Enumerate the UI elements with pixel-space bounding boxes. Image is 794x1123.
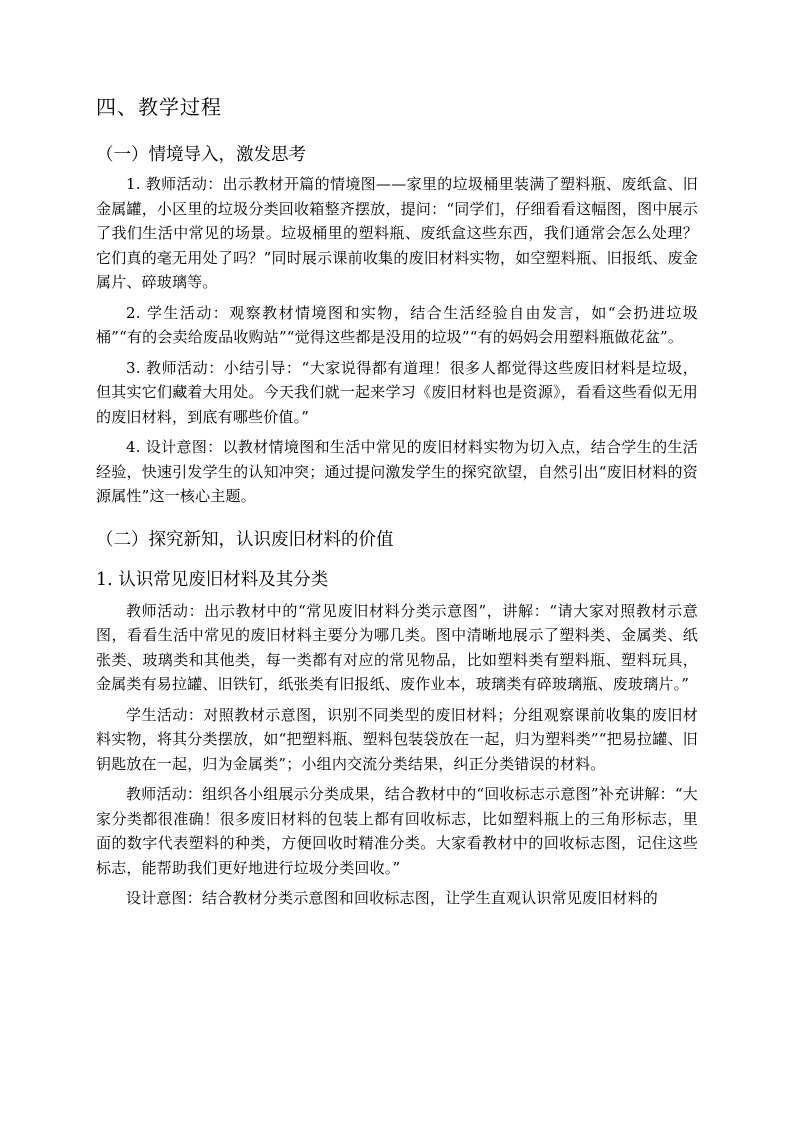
subsection-1-title: 1. 认识常见废旧材料及其分类 bbox=[96, 569, 329, 590]
section-1-paragraph-1: 1. 教师活动：出示教材开篇的情境图——家里的垃圾桶里装满了塑料瓶、废纸盒、旧金属罐，小区里的垃圾分类回收箱整齐摆放，提问：“同学们，仔细看看这幅图，图中展示了我们生活中常见的场景。垃圾桶里的塑料瓶、废纸盒这些东西，我们通常会怎么处理？它们真的毫无用处了吗？”同时展示课前收集的废旧材料实物，如空塑料瓶、旧报纸、废金属片、碎玻璃等。 bbox=[96, 175, 698, 291]
section-1-paragraph-2: 2. 学生活动：观察教材情境图和实物，结合生活经验自由发言，如“会扔进垃圾桶”“有的会卖给废品收购站”“觉得这些都是没用的垃圾”“有的妈妈会用塑料瓶做花盆”。 bbox=[96, 303, 698, 346]
section-1-paragraph-3: 3. 教师活动：小结引导：“大家说得都有道理！很多人都觉得这些废旧材料是垃圾，但其实它们藏着大用处。今天我们就一起来学习《废旧材料也是资源》，看看这些看似无用的废旧材料，到底有哪些价值。” bbox=[96, 358, 698, 426]
section-2-title: （二）探究新知，认识废旧材料的价值 bbox=[96, 529, 394, 550]
subsection-1-paragraph-2: 学生活动：对照教材示意图，识别不同类型的废旧材料；分组观察课前收集的废旧材料实物，将其分类摆放，如“把塑料瓶、塑料包装袋放在一起，归为塑料类”“把易拉罐、旧钥匙放在一起，归为金属类”；小组内交流分类结果，纠正分类错误的材料。 bbox=[96, 705, 698, 773]
document-body bbox=[96, 92, 698, 917]
subsection-1-paragraph-4: 设计意图：结合教材分类示意图和回收标志图，让学生直观认识常见废旧材料的 bbox=[126, 889, 659, 907]
main-heading: 四、教学过程 bbox=[96, 95, 222, 119]
subsection-1-paragraph-3: 教师活动：组织各小组展示分类成果，结合教材中的“回收标志示意图”补充讲解：“大家分类都很准确！很多废旧材料的包装上都有回收标志，比如塑料瓶上的三角形标志，里面的数字代表塑料的种类，方便回收时精准分类。大家看教材中的回收标志图，记住这些标志，能帮助我们更好地进行垃圾分类回收。” bbox=[96, 785, 698, 877]
subsection-1-paragraph-1: 教师活动：出示教材中的“常见废旧材料分类示意图”，讲解：“请大家对照教材示意图，看看生活中常见的废旧材料主要分为哪几类。图中清晰地展示了塑料类、金属类、纸张类、玻璃类和其他类，每一类都有对应的常见物品，比如塑料类有塑料瓶、塑料玩具，金属类有易拉罐、旧铁钉，纸张类有旧报纸、废作业本，玻璃类有碎玻璃瓶、废玻璃片。” bbox=[96, 601, 698, 693]
section-1-title: （一）情境导入，激发思考 bbox=[96, 145, 306, 165]
section-1-paragraph-4: 4. 设计意图：以教材情境图和生活中常见的废旧材料实物为切入点，结合学生的生活经验，快速引发学生的认知冲突；通过提问激发学生的探究欲望，自然引出“废旧材料的资源属性”这一核心主题。 bbox=[96, 438, 698, 505]
